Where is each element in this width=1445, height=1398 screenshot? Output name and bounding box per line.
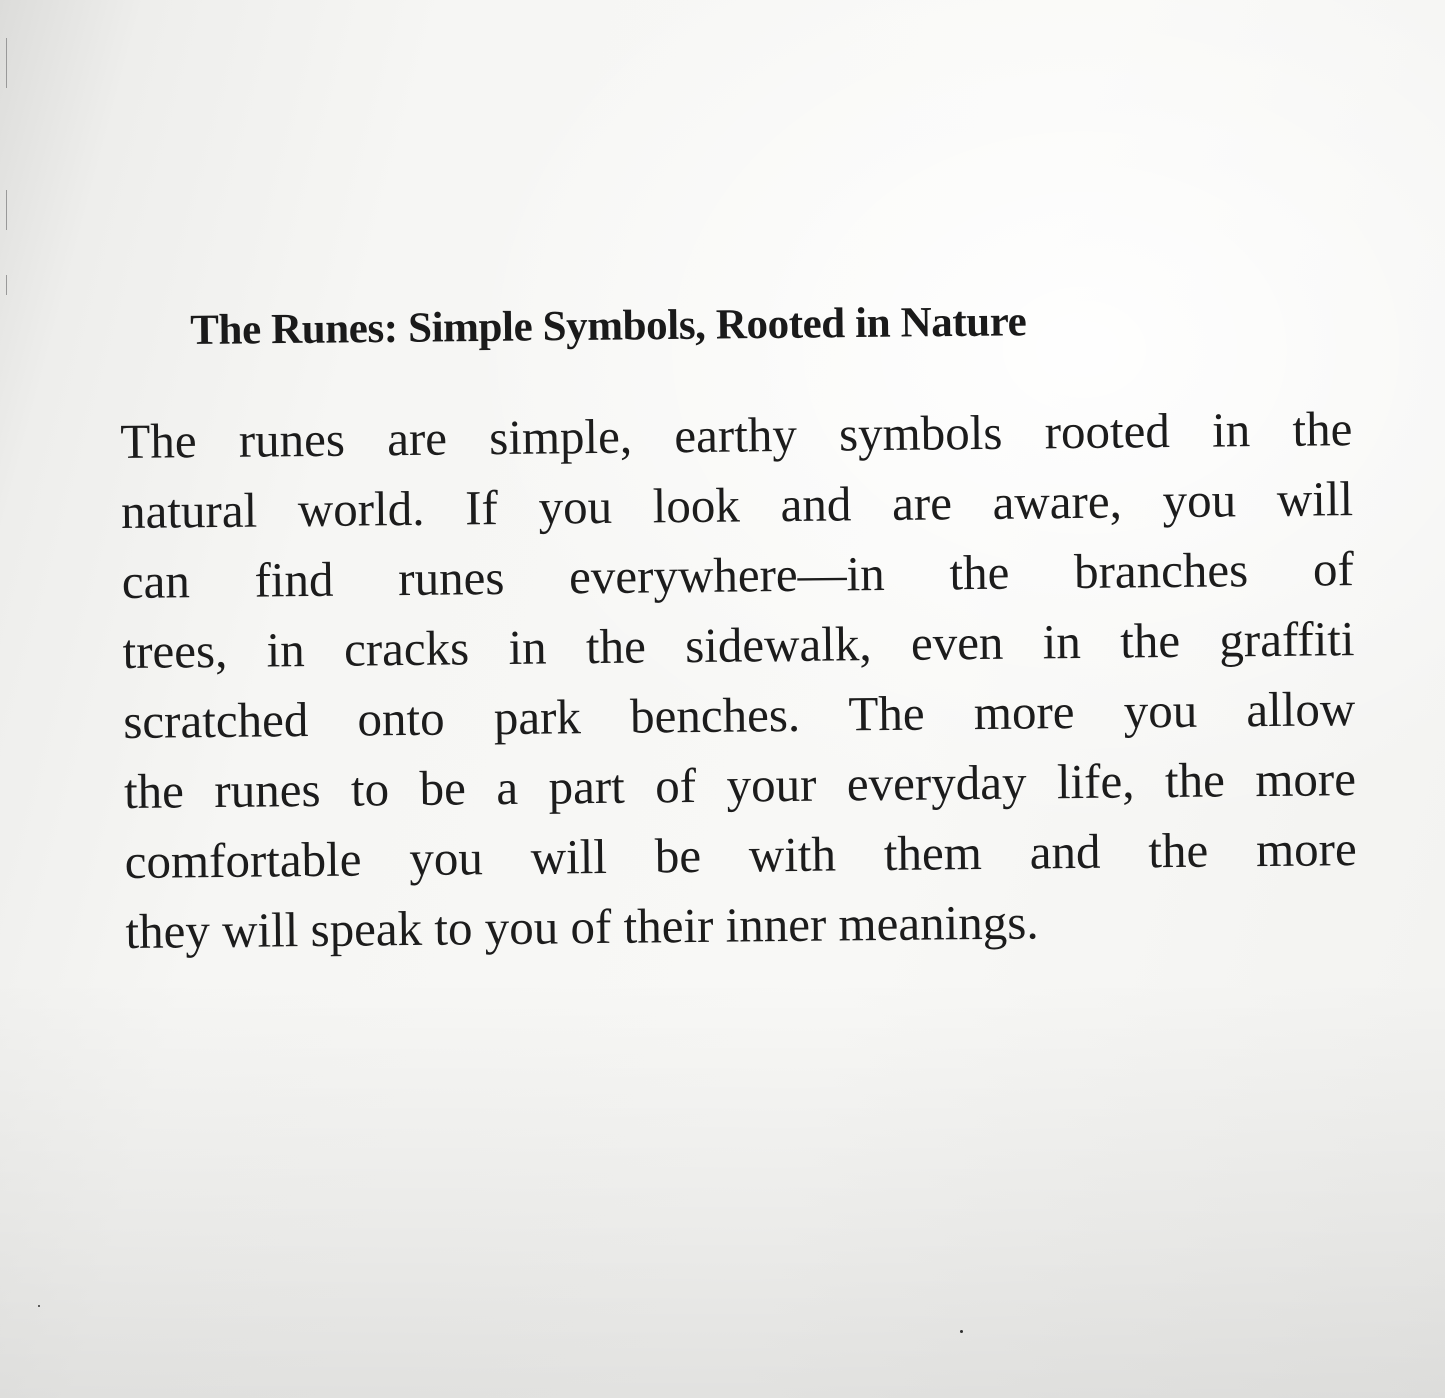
paragraph-line: The runes are simple, earthy symbols rooted in the <box>120 401 1353 469</box>
section-heading: The Runes: Simple Symbols, Rooted in Nature <box>190 298 1027 354</box>
paper-speck <box>38 1305 40 1307</box>
page-edge-mark <box>6 190 7 230</box>
paragraph-line: comfortable you will be with them and the more <box>124 821 1357 889</box>
paragraph-line: trees, in cracks in the sidewalk, even in the graffiti <box>122 611 1355 679</box>
body-paragraph <box>120 394 1358 967</box>
paragraph-line: scratched onto park benches. The more you allow <box>123 681 1356 749</box>
paragraph-line: natural world. If you look and are aware, you will <box>120 471 1354 539</box>
page-shadow <box>0 978 1445 1398</box>
page-edge-mark <box>6 275 7 295</box>
paragraph-line: can find runes everywhere—in the branches of <box>121 541 1355 609</box>
paragraph-line: the runes to be a part of your everyday life, the more <box>123 751 1357 819</box>
paper-speck <box>960 1330 963 1333</box>
paragraph-line: they will speak to you of their inner meanings. <box>125 894 1039 959</box>
page-edge-mark <box>6 38 7 88</box>
